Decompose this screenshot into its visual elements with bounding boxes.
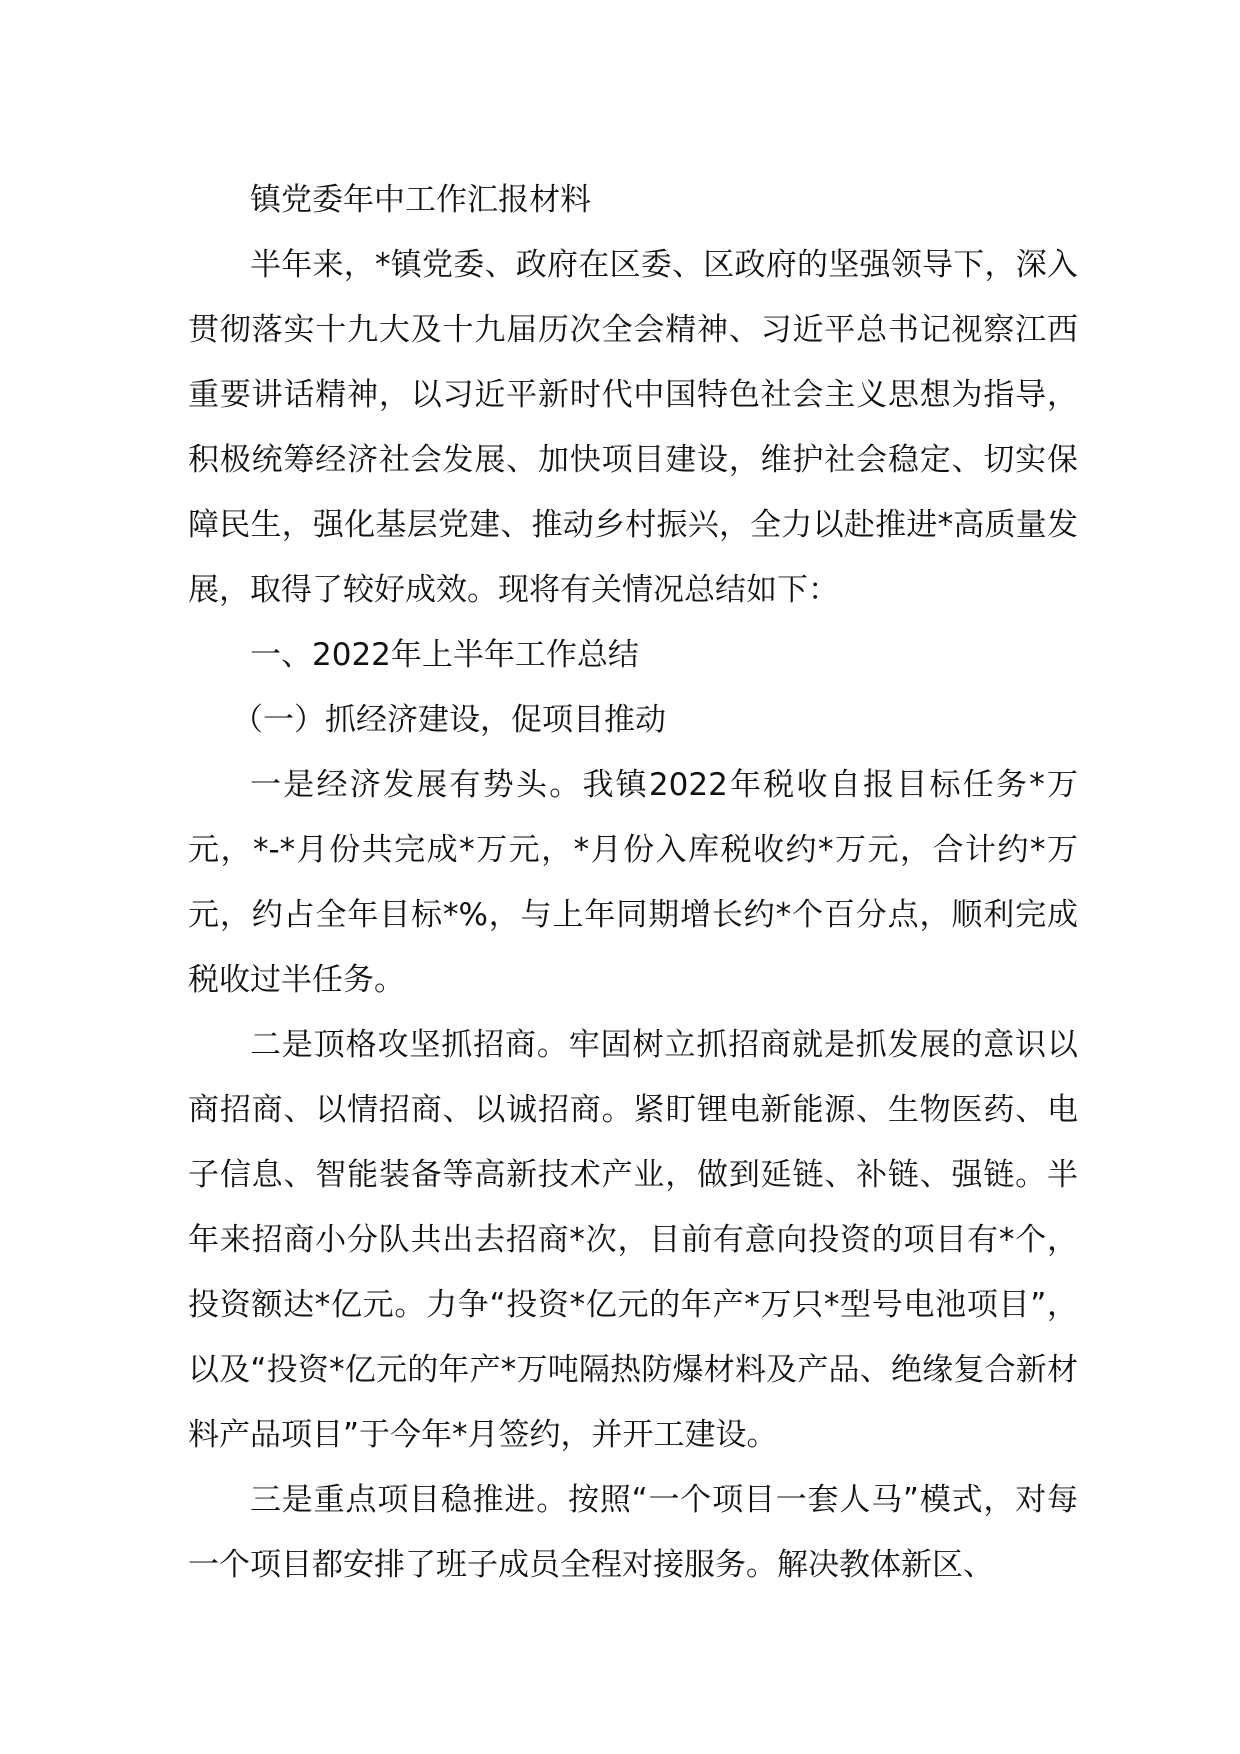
subsection-heading: （一）抓经济建设，促项目推动 [232, 702, 666, 738]
section-heading: 一、2022年上半年工作总结 [250, 637, 639, 673]
body-paragraph-economy: 一是经济发展有势头。我镇2022年税收自报目标任务*万元，*-*月份共完成*万元，*月份入库税收约*万元，合计约*万元，约占全年目标*%，与上年同期增长约*个百分点，顺利完成税收过半任务。 [188, 767, 1078, 998]
body-paragraph-key-projects: 三是重点项目稳推进。按照“一个项目一套人马”模式，对每一个项目都安排了班子成员全程对接服务。解决教体新区、 [188, 1482, 1078, 1583]
document-body [188, 168, 1078, 1598]
body-paragraph-investment: 二是顶格攻坚抓招商。牢固树立抓招商就是抓发展的意识以商招商、以情招商、以诚招商。紧盯锂电新能源、生物医药、电子信息、智能装备等高新技术产业，做到延链、补链、强链。半年来招商小分队共出去招商*次，目前有意向投资的项目有*个，投资额达*亿元。力争“投资*亿元的年产*万只*型号电池项目”，以及“投资*亿元的年产*万吨隔热防爆材料及产品、绝缘复合新材料产品项目”于今年*月签约，并开工建设。 [188, 1027, 1078, 1453]
document-title: 镇党委年中工作汇报材料 [250, 182, 591, 218]
intro-paragraph: 半年来，*镇党委、政府在区委、区政府的坚强领导下，深入贯彻落实十九大及十九届历次全会精神、习近平总书记视察江西重要讲话精神，以习近平新时代中国特色社会主义思想为指导，积极统筹经济社会发展、加快项目建设，维护社会稳定、切实保障民生，强化基层党建、推动乡村振兴，全力以赴推进*高质量发展，取得了较好成效。现将有关情况总结如下： [188, 247, 1078, 608]
